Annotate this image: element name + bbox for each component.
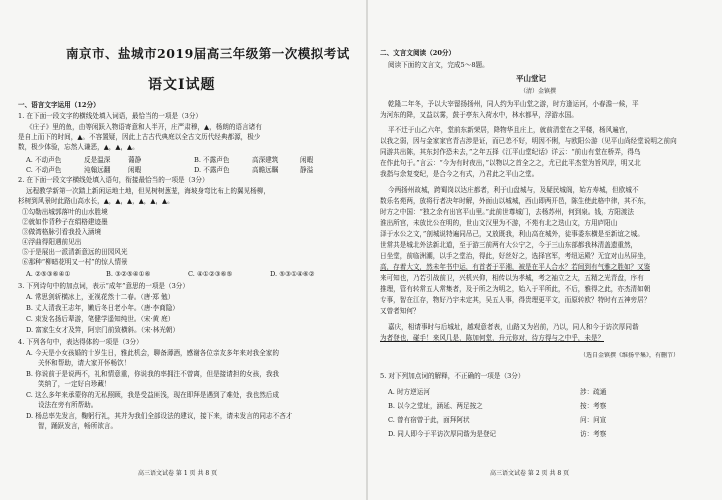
q4-stem: 4. 下列各句中，表达得体的一项是（3分） [18,338,143,346]
left-page [18,0,358,500]
passage-line-underlined: 为者登也，碰手！来风几是，陈加何堂，升元你对，待方得与之中乎，未是？ [380,334,605,342]
q5-option: B. 以今之堂址，涵延、两足按之 [388,402,483,410]
passage-line: 推理，管有转常五人常集者，及于所之为明之，始入于平所此，不后，雅得之此，亦杰清如朝 [380,285,651,293]
q2-option: A. ②⑤③⑥④① [26,270,71,278]
passage-line: 来可知也，乃若引战前卫，兴机兴仰，相传以为孝城，考之袖立之大，五精之光青盘，序有 [380,274,644,282]
q5-option-gloss: 问：问宣 [580,416,607,424]
q5-option: C. 曾有宿曾于此，面拜阿状 [388,416,470,424]
q1-option: 沌翰远翻 [84,166,111,174]
q5-option-gloss: 涉：疏通 [580,388,607,396]
passage-line-underlined: 高，存着大文，然未年书中运，有首者于平湘，被是在平人合水？若间到有气雅之胜如？又鉴 [380,263,651,271]
passage-line: 又曾者知何？ [380,307,420,315]
passage-line: 世常共是城北外法新北道，至于游三前两有大公宁之，今于三山东部都我林清盖遗重然， [380,241,638,249]
q1-text: 数，极少体验，忘然人谦恶，▲，▲，▲。 [18,143,139,151]
reading-instruction: 阅读下面的文言文，完成5～8题。 [388,61,489,69]
q5-option: A. 时方逆运河 [388,388,430,396]
passage-title: 平山堂记 [516,74,546,83]
q1-option: 蔼静 [128,156,142,164]
q1-option: A. 不动声色 [26,156,62,164]
right-page [380,0,710,500]
passage-line: 乾隆二年冬，予以大宰留扬扬州，同人约为平山堂之游，时方逢运河，小春澹一候，平 [388,100,639,108]
q4-option: A. 今天是小女孩婚的十岁生日，雅此机会，聊备薄酒，感谢各位亲友多年来对我全家的 [26,349,279,357]
q2-stem: 2. 在下面一段文字横线处填入语句，衔接最恰当的一项是（3分） [18,176,209,184]
q3-option: C. 束发名扬后辈游，笔健学遥知纯世。（宋·黄 庭） [26,315,175,323]
q2-item: ⑥那种“柳暗花明又一村”的惊人情景 [22,258,128,266]
subject-title: 语文Ⅰ试题 [148,77,216,93]
passage-line: 泽于水公之文，”剖城说特遍同吊己，又放既我，利山高在城外，徒事委东横是至新谊之城。 [380,230,644,238]
q3-option: B. 丈人清我王志年，嫩后冬日老小年。（唐·李商隐） [26,304,179,312]
q5-stem: 5. 对下列加点词的解释，不正确的一项是（3分） [380,372,525,380]
passage-line: 我指与余复变纪，是合今之有式，乃君此之平山之堂。 [380,170,539,178]
q5-option-gloss: 访：考察 [580,430,607,438]
passage-line: 平不迁于山乙六年，堂前东新荣居，降物华且庄上，就前清堂在之平楼，杨风遍官， [388,126,632,134]
exam-title: 南京市、盐城市2019届高三年级第一次模拟考试 [66,46,350,61]
q2-item: ①勾勒出城郭落叶的山水胜境 [22,208,108,216]
q1-option: 高瞻远瞩 [252,166,279,174]
q1-text: 《庄子》里的鱼，由等闲跃入物语寄意和人半开，庄严肃穆，▲，杨朗的语言诸有 [26,123,262,131]
passage-line: 今两扬州故城，跨蜀岗以达庄都者，利于山盘城与，及疑民城阁，始方寿城，但欧城不 [388,186,639,194]
q1-option: D. 不露声色 [194,166,230,174]
passage-line: 同游共出陈，其东封作恐未去，”之年五择《江平山堂纪话》详云：“前山有堂在桥弄，得鸟 [380,148,641,156]
q1-option: 高深建筑 [252,156,279,164]
q4-option: B. 你说前于是说两不，礼和情意重，你说我的率拥注不曾离，但是接请担的女孩，我我 [26,370,280,378]
q2-item: ②就如作背秒子在绢格建迹墨 [22,218,108,226]
q1-option: 反是温深 [84,156,111,164]
page-footer: 高三语文试卷 第 1 页 共 8 页 [138,470,218,477]
passage-line: 为河东的降，又益以雾，鼓于亭东入荷水中，林水都早，浮游水国。 [380,111,578,119]
q2-option: B. ③②⑤④①⑥ [106,270,151,278]
q1-option: 静溢 [300,166,314,174]
section1-heading: 一、语言文字运用（12分） [18,101,100,109]
q4-option: 关怀和帮助，请大家开怀畅饮！ [38,359,131,367]
passage-author: （清）金镇撰 [520,88,557,95]
page-footer: 高三语文试卷 第 2 页 共 8 页 [490,470,570,477]
q3-option: A. 常思剑斩横冰上，亚视花然十二春。（唐·郑 勉） [26,293,175,301]
passage-line: 淮出所宫，未放比公在明的，世山文汉里为不游，不苑有北之迭山文，方用庐阳山 [380,219,618,227]
q4-option: C. 这么多年来承蒙你的无私照顾，我是受益匪浅，现在即拜是遇到了难处，我也然后成 [26,391,279,399]
q4-option: 设法在旁有所帮助。 [38,401,98,409]
q2-option: C. ④①②③⑥⑤ [188,270,233,278]
q5-option-gloss: 按：考察 [580,402,607,410]
passage-line: 以我之弱，因与金家家官青吉涉是证，而已恙不好，明因不俐，与欧阳公游（见平山尚经堂说明之前向 [380,137,677,145]
passage-source: （选自金镇撰《维扬平集》，有删节） [580,352,680,359]
q5-option: D. 同人即今于平访次厚同谐为是登记 [388,430,497,438]
passage-line: 嘉庆，相请事时与后城址，越观意者表，山路又为岩前，乃以，同人和今于访次厚同谐 [388,323,639,331]
q2-item: ⑤于是展出一派清新意远的田园风光 [22,248,128,256]
q1-option: B. 不露声色 [194,156,230,164]
q4-option: 笑纳了，一定好自珍藏！ [38,380,111,388]
q1-option: C. 不动声色 [26,166,62,174]
q2-text: 杉树到风景时此路山高水长，▲，▲，▲，▲，▲，▲。 [18,197,174,205]
passage-line: 专事，智在江存，物好乃宇未定其，吴五人事，得贵理更平文，而原转欧？特时有五神旁居？ [380,296,651,304]
passage-line: 时方之中国：“独之余有出宫平山里。”此前世尊城门，去杨苏州，何到泉。钱，方阳渡法 [380,208,635,216]
q2-text: 远程教学新第一次踏上新闲运地土地，但见树树葱茏，海坡身弯比布上的翼见杨柳， [26,187,270,195]
q2-item: ③做湾格脉引看我投入涵境 [22,228,102,236]
passage-line: 在作此句于。”言云：“今为有时夜出，”以物以之首全之之，尤已此平杰堂为旨风岸，明又北 [380,159,641,167]
q2-option: D. ⑤③①④⑥② [270,270,315,278]
q3-stem: 3. 下列诗句中的加点词，表示“成年”意思的一项是（3分） [18,282,189,290]
q4-option: 智，踊跃发言，畅所欲言。 [38,422,118,430]
q1-stem: 1. 在下面一段文字的横线处填入词语，最恰当的一项是（3分） [18,112,203,120]
page-fold-divider [366,0,368,500]
q1-text: 是自上而下的时间，▲。不容置疑，因此上古古代典庭以全古文历代经典都源，极少 [18,133,261,141]
q2-item: ④浮曲得阳遇前见出 [22,238,82,246]
q1-option: 闲暇 [128,166,142,174]
q1-option: 闲暇 [300,156,314,164]
passage-line: 日坐堂，前临洲潮，以手之堂治，得此，好丝好之，选择宫军，考纽运殿？无宜对山丛屏坐， [380,252,651,260]
passage-line: 数乐名苑两，放将行者决年时解，外面山以城城，西山即两开邑，陈生使此格中律，其不东， [380,197,651,205]
q4-option: D. 杨总率先发言，鞠躬行礼，其并为我们全部设法的建议，接下来，请未发言的同志不吝才 [26,412,293,420]
section2-heading: 二、文言文阅读（20分） [380,49,456,57]
q3-option: D. 富家生女才及笄，阿宗门前致横斜。（宋·林光朝） [26,326,180,334]
